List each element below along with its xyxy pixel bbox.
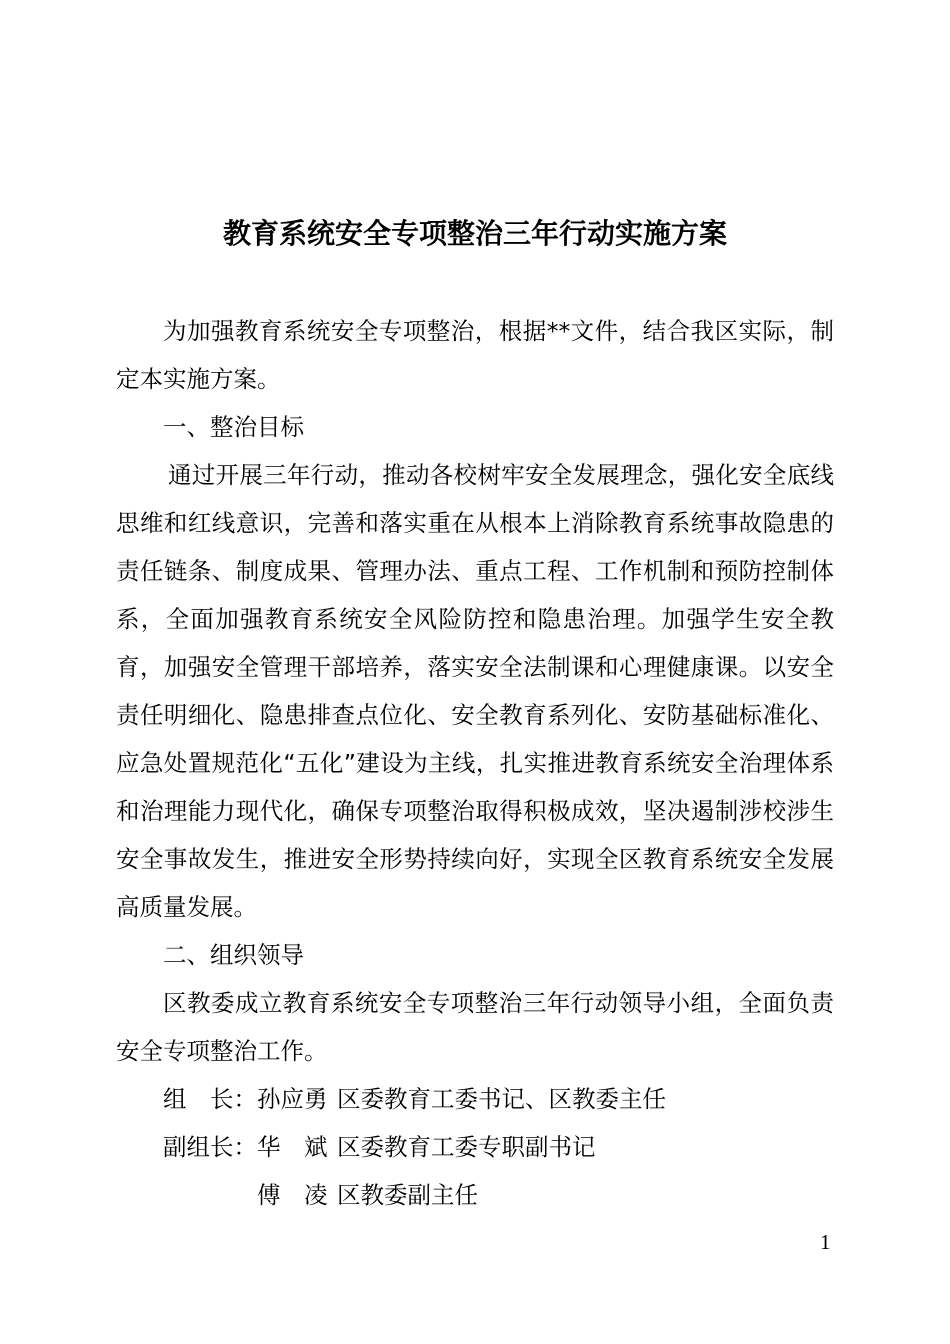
section-heading-goals: 一、整治目标 — [163, 413, 304, 441]
member-row — [116, 1123, 834, 1171]
member-role: 副组长： — [163, 1133, 257, 1161]
member-position: 区教委副主任 — [337, 1181, 478, 1209]
page-number: 1 — [820, 1230, 831, 1254]
document-title: 教育系统安全专项整治三年行动实施方案 — [222, 217, 727, 250]
member-position: 区委教育工委书记、区教委主任 — [337, 1085, 666, 1113]
member-row — [116, 1171, 834, 1219]
section-heading-leadership: 二、组织领导 — [163, 941, 304, 969]
member-position: 区委教育工委专职副书记 — [337, 1133, 596, 1161]
section-paragraph-goals: 通过开展三年行动，推动各校树牢安全发展理念，强化安全底线思维和红线意识，完善和落实重在从根本上消除教育系统事故隐患的责任链条、制度成果、管理办法、重点工程、工作机制和预防控制体系，全面加强教育系统安全风险防控和隐患治理。加强学生安全教育，加强安全管理干部培养，落实安全法制课和心理健康课。以安全责任明细化、隐患排查点位化、安全教育系列化、安防基础标准化、应急处置规范化“五化”建设为主线，扎实推进教育系统安全治理体系和治理能力现代化，确保专项整治取得积极成效，坚决遏制涉校涉生安全事故发生，推进安全形势持续向好，实现全区教育系统安全发展高质量发展。 — [116, 461, 834, 921]
member-name: 华 斌 — [257, 1133, 328, 1161]
intro-paragraph: 为加强教育系统安全专项整治，根据**文件，结合我区实际，制定本实施方案。 — [116, 317, 834, 393]
section-paragraph-leadership: 区教委成立教育系统安全专项整治三年行动领导小组，全面负责安全专项整治工作。 — [116, 989, 834, 1065]
member-name: 孙应勇 — [257, 1085, 328, 1113]
member-row — [116, 1075, 834, 1123]
member-name: 傅 凌 — [257, 1181, 328, 1209]
member-role: 组 长： — [163, 1085, 257, 1113]
document-body — [116, 307, 834, 1219]
